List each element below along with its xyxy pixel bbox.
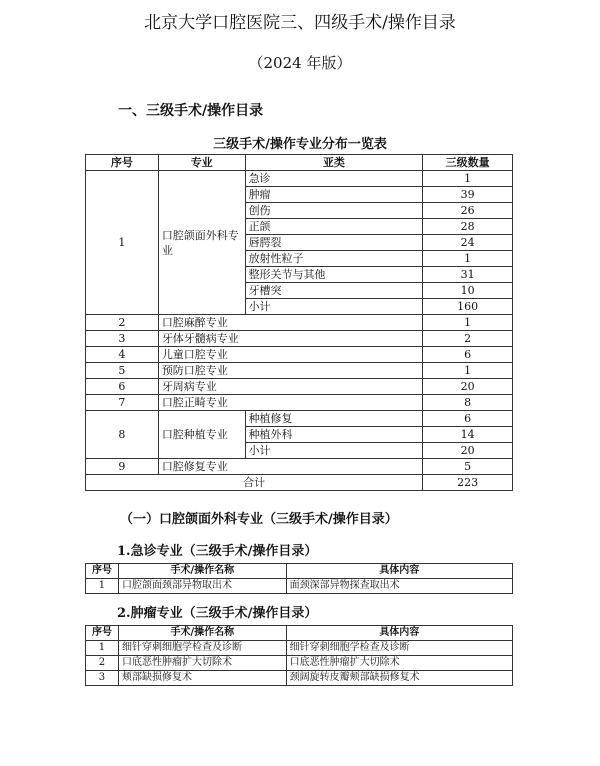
- count-cell: 10: [423, 283, 513, 299]
- procedure-name: 细针穿刺细胞学检查及诊断: [118, 641, 286, 656]
- count-cell: 39: [423, 187, 513, 203]
- emergency-table: [85, 563, 513, 594]
- table-row: [86, 579, 513, 594]
- specialty-cell: 口腔正畸专业: [158, 395, 422, 411]
- count-cell: 160: [423, 299, 513, 315]
- row-number: 1: [86, 579, 119, 594]
- section-a-heading: （一）口腔颌面外科专业（三级手术/操作目录）: [120, 512, 398, 527]
- count-cell: 8: [423, 395, 513, 411]
- header-no: 序号: [86, 155, 159, 171]
- total-row: [86, 475, 513, 491]
- procedure-name: 颊部缺损修复术: [118, 671, 286, 686]
- header-specialty: 专业: [158, 155, 245, 171]
- table-row: [86, 656, 513, 671]
- count-cell: 5: [423, 459, 513, 475]
- row-number: 2: [86, 315, 159, 331]
- count-cell: 26: [423, 203, 513, 219]
- subtype-cell: 肿瘤: [245, 187, 423, 203]
- table-row: [86, 363, 513, 379]
- table-row: [86, 459, 513, 475]
- section-heading: 一、三级手术/操作目录: [118, 103, 264, 119]
- subtype-cell: 种植修复: [245, 411, 423, 427]
- table-row: [86, 331, 513, 347]
- table-row: [86, 379, 513, 395]
- count-cell: 14: [423, 427, 513, 443]
- subtype-cell: 唇腭裂: [245, 235, 423, 251]
- total-label: 合计: [86, 475, 423, 491]
- header-no: 序号: [86, 564, 119, 579]
- procedure-name: 口腔颌面颈部异物取出术: [118, 579, 286, 594]
- table-row: [86, 395, 513, 411]
- edition-label: （2024 年版）: [248, 54, 352, 72]
- procedure-content: 口底恶性肿瘤扩大切除术: [286, 656, 512, 671]
- header-subtype: 亚类: [245, 155, 423, 171]
- table-row: [86, 641, 513, 656]
- count-cell: 1: [423, 251, 513, 267]
- count-cell: 2: [423, 331, 513, 347]
- subtype-cell: 小计: [245, 443, 423, 459]
- row-number: 9: [86, 459, 159, 475]
- count-cell: 1: [423, 363, 513, 379]
- header-content: 具体内容: [286, 564, 512, 579]
- count-cell: 20: [423, 443, 513, 459]
- row-number: 8: [86, 411, 159, 459]
- procedure-content: 细针穿刺细胞学检查及诊断: [286, 641, 512, 656]
- row-number: 6: [86, 379, 159, 395]
- subtype-cell: 正颌: [245, 219, 423, 235]
- specialty-cell: 口腔种植专业: [158, 411, 245, 459]
- count-cell: 31: [423, 267, 513, 283]
- subtype-cell: 急诊: [245, 171, 423, 187]
- specialty-cell: 牙体牙髓病专业: [158, 331, 422, 347]
- table-title: 三级手术/操作专业分布一览表: [213, 137, 387, 152]
- page-title: 北京大学口腔医院三、四级手术/操作目录: [144, 13, 456, 33]
- tumor-heading: 2.肿瘤专业（三级手术/操作目录）: [117, 606, 318, 621]
- procedure-name: 口底恶性肿瘤扩大切除术: [118, 656, 286, 671]
- header-no: 序号: [86, 626, 119, 641]
- header-row: [86, 626, 513, 641]
- header-content: 具体内容: [286, 626, 512, 641]
- count-cell: 1: [423, 315, 513, 331]
- row-number: 1: [86, 171, 159, 315]
- specialty-cell: 口腔修复专业: [158, 459, 422, 475]
- count-cell: 24: [423, 235, 513, 251]
- subtype-cell: 整形关节与其他: [245, 267, 423, 283]
- header-count: 三级数量: [423, 155, 513, 171]
- table-row: [86, 411, 513, 427]
- specialty-cell: 儿童口腔专业: [158, 347, 422, 363]
- count-cell: 20: [423, 379, 513, 395]
- procedure-content: 颈阔旋转皮瓣颊部缺损修复术: [286, 671, 512, 686]
- specialty-cell: 牙周病专业: [158, 379, 422, 395]
- row-number: 7: [86, 395, 159, 411]
- emergency-heading: 1.急诊专业（三级手术/操作目录）: [117, 544, 318, 559]
- subtype-cell: 放射性粒子: [245, 251, 423, 267]
- specialty-cell: 口腔颌面外科专业: [158, 171, 245, 315]
- header-name: 手术/操作名称: [118, 626, 286, 641]
- table-row: [86, 671, 513, 686]
- table-row: [86, 171, 513, 187]
- row-number: 2: [86, 656, 119, 671]
- row-number: 3: [86, 671, 119, 686]
- total-value: 223: [423, 475, 513, 491]
- count-cell: 6: [423, 347, 513, 363]
- header-row: [86, 155, 513, 171]
- row-number: 5: [86, 363, 159, 379]
- subtype-cell: 创伤: [245, 203, 423, 219]
- table-row: [86, 315, 513, 331]
- table-row: [86, 347, 513, 363]
- row-number: 4: [86, 347, 159, 363]
- header-name: 手术/操作名称: [118, 564, 286, 579]
- count-cell: 6: [423, 411, 513, 427]
- count-cell: 1: [423, 171, 513, 187]
- subtype-cell: 种植外科: [245, 427, 423, 443]
- procedure-content: 面颈深部异物探查取出术: [286, 579, 512, 594]
- header-row: [86, 564, 513, 579]
- subtype-cell: 小计: [245, 299, 423, 315]
- row-number: 1: [86, 641, 119, 656]
- specialty-cell: 预防口腔专业: [158, 363, 422, 379]
- row-number: 3: [86, 331, 159, 347]
- subtype-cell: 牙槽突: [245, 283, 423, 299]
- count-cell: 28: [423, 219, 513, 235]
- tumor-table: [85, 625, 513, 686]
- specialty-cell: 口腔麻醉专业: [158, 315, 422, 331]
- distribution-table: [85, 154, 513, 491]
